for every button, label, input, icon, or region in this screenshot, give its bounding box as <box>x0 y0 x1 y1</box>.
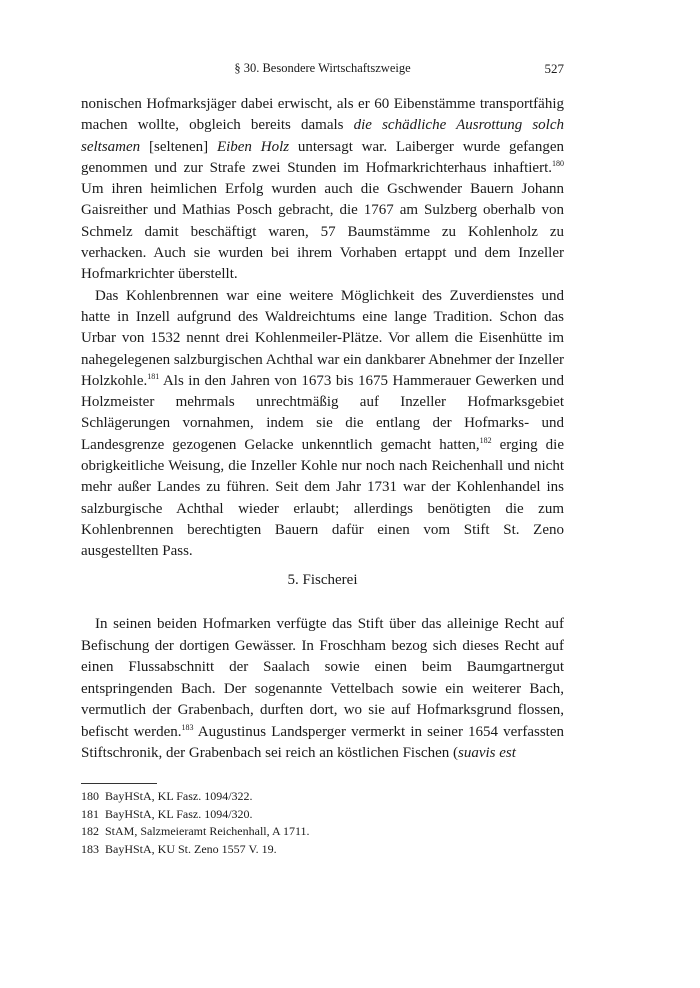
footnote-text: BayHStA, KL Fasz. 1094/320. <box>105 806 253 821</box>
italic-quote: Eiben Holz <box>216 138 290 155</box>
text-run: In seinen beiden Hofmarken verfügte das Stift über das alleinige Recht auf Befischung der dortigen Gewässer. In Froschham bezog sich dieses Recht auf einen Flussabschnitt der Saalach sowie einen beim Baumgartnergut entspringenden Bach. Der sogenannte Vettelbach sowie ein weiterer Bach, vermutlich der Grabenbach, durften dort, wo sie auf Hofmarksgrund flossen, befischt werden. <box>81 616 564 740</box>
text-run: [seltenen] <box>140 138 217 155</box>
paragraph-1 <box>81 94 564 286</box>
footnote <box>81 841 564 859</box>
paragraph-3 <box>81 614 564 765</box>
italic-quote: suavis est <box>457 745 516 761</box>
footnote-divider <box>81 783 157 784</box>
body-text-fischerei <box>81 614 564 765</box>
footnote-number: 181 <box>81 806 99 821</box>
italic-quote: die schädliche Ausrottung solch seltsamen <box>81 117 564 155</box>
text-run: Um ihren heimlichen Erfolg wurden auch die Gschwender Bauern Johann Gaisreither und Mathias Posch gebracht, die 1767 am Sulzberg oberhalb von Schmelz damit beschäftigt waren, 57 Baumstämme zu Kohlenholz zu verhacken. Auch sie wurden bei ihrem Vorhaben ertappt und dem Inzeller Hofmarkrichter überstellt. <box>81 181 564 283</box>
footnote-ref: 180 <box>552 158 564 168</box>
footnote-ref: 182 <box>479 435 492 445</box>
footnote <box>81 823 564 841</box>
text-run: Das Kohlenbrennen war eine weitere Möglichkeit des Zuverdienstes und hatte in Inzell aufgrund des Waldreichtums eine lange Tradition. Schon das Urbar von 1532 nennt drei Kohlenmeiler-Plätze. Vor allem die Eisenhütte im nahegelegenen salzburgischen Achthal war ein dankbarer Abnehmer der Inzeller Holzkohle. <box>81 287 564 389</box>
footnote-text: BayHStA, KL Fasz. 1094/322. <box>105 789 253 803</box>
page-number: 527 <box>544 61 564 76</box>
text-run: erging die obrigkeitliche Weisung, die Inzeller Kohle nur noch nach Reichenhall und nicht mehr außer Landes zu führen. Seit dem Jahr 1731 war der Kohlenhandel ins salzburgische Achthal wieder erlaubt; allerdings benötigten die zum Kohlenbrennen berechtigten Bauern dafür einen vom Stift St. Zeno ausgestellten Pass. <box>81 436 564 560</box>
text-run: nonischen Hofmarksjäger dabei erwischt, als er 60 Eibenstämme transportfähig machen wollte, obgleich bereits damals <box>81 96 564 134</box>
footnote-number: 180 <box>81 789 99 803</box>
footnote <box>81 788 564 806</box>
body-text <box>81 94 564 563</box>
footnote-number: 183 <box>81 841 99 856</box>
text-run: untersagt war. Laiberger wurde gefangen genommen und zur Strafe zwei Stunden im Hofmarkrichterhaus inhaftiert. <box>81 138 564 176</box>
text-run: Als in den Jahren von 1673 bis 1675 Hammerauer Gewerken und Holzmeister mehrmals unrechtmäßig auf Inzeller Hofmarksgebiet Schlägerungen vornahmen, indem sie die entlang der Hofmarks- und Landesgrenze gezogenen Gelacke unkenntlich gemacht hatten, <box>81 372 564 453</box>
footnotes <box>81 788 564 858</box>
footnote-text: StAM, Salzmeieramt Reichenhall, A 1711. <box>105 824 310 838</box>
footnote-text: BayHStA, KU St. Zeno 1557 V. 19. <box>105 841 277 856</box>
footnote-ref: 183 <box>181 722 194 732</box>
paragraph-2 <box>81 286 564 563</box>
section-heading: 5. Fischerei <box>287 572 358 588</box>
running-title: § 30. Besondere Wirtschaftszweige <box>234 61 411 75</box>
text-run: Augustinus Landsperger vermerkt in seiner 1654 verfassten Stiftschronik, der Grabenbach sei reich an köstlichen Fischen ( <box>81 723 564 761</box>
footnote-ref: 181 <box>147 371 160 381</box>
page-header <box>81 61 564 79</box>
footnote-number: 182 <box>81 824 99 838</box>
footnote <box>81 806 564 824</box>
